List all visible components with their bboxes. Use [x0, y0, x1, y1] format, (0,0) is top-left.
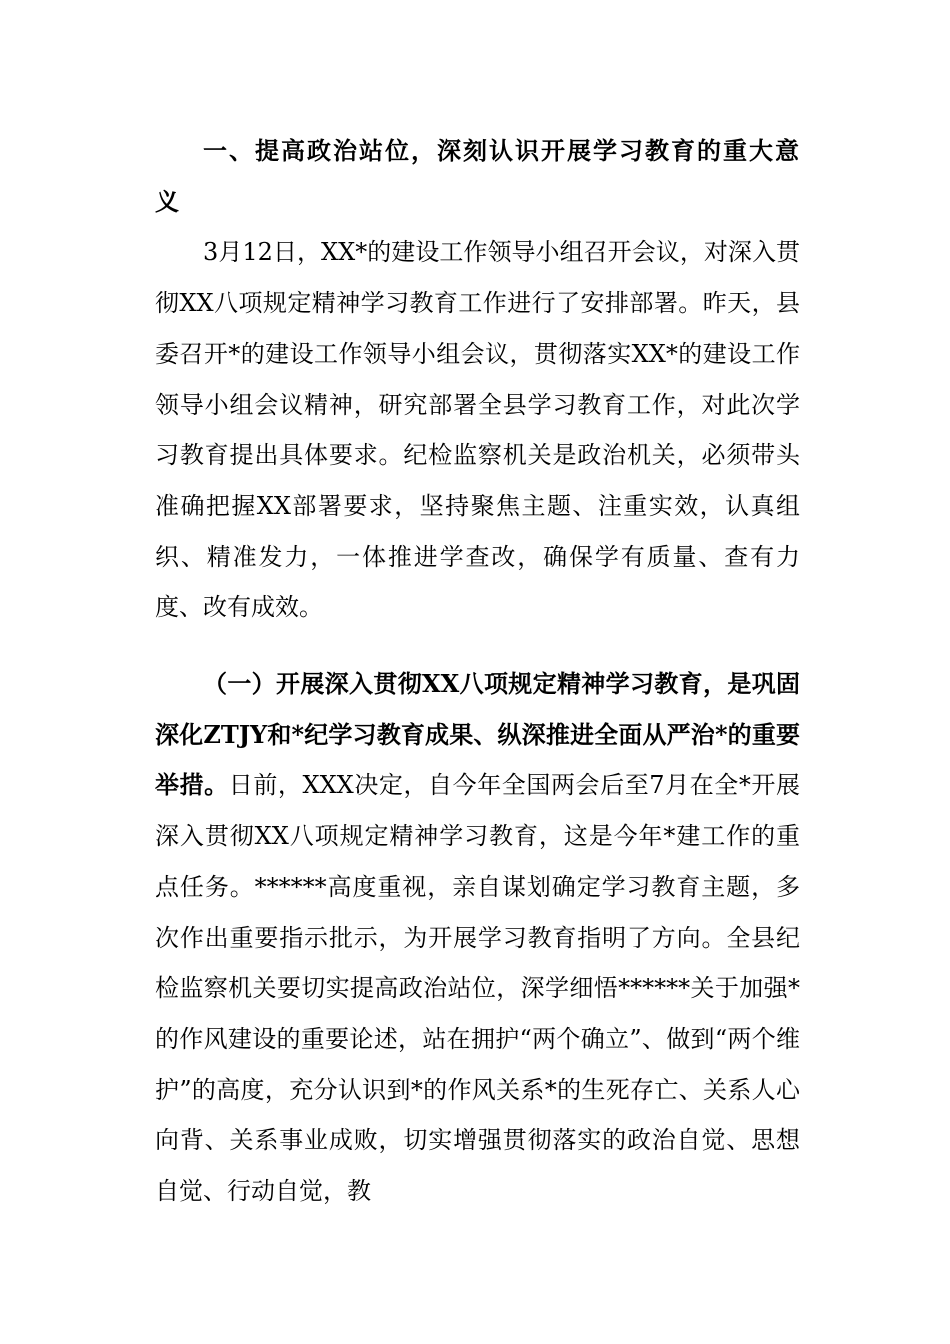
- paragraph-meeting: 3月12日，XX*的建设工作领导小组召开会议，对深入贯彻XX八项规定精神学习教育工作进行了安排部署。昨天，县委召开*的建设工作领导小组会议，贯彻落实XX*的建设工作领导小组会议精神，研究部署全县学习教育工作，对此次学习教育提出具体要求。纪检监察机关是政治机关，必须带头准确把握XX部署要求，坚持聚焦主题、注重实效，认真组织、精准发力，一体推进学查改，确保学有质量、查有力度、改有成效。: [155, 238, 800, 622]
- subsection-body: 日前，XXX决定，自今年全国两会后至7月在全*开展深入贯彻XX八项规定精神学习教育，这是今年*建工作的重点任务。******高度重视，亲自谋划确定学习教育主题，多次作出重要指示批示，为开展学习教育指明了方向。全县纪检监察机关要切实提高政治站位，深学细悟******关于加强*的作风建设的重要论述，站在拥护“两个确立”、做到“两个维护”的高度，充分认识到*的作风关系*的生死存亡、关系人心向背、关系事业成败，切实增强贯彻落实的政治自觉、思想自觉、行动自觉，教: [155, 771, 801, 1206]
- subsection-lead: （一）开展深入贯彻XX八项规定精神学习教育，是巩固深化ZTJY和*纪学习教育成果、纵深推进全面从严治*的重要举措。: [155, 669, 800, 800]
- document-body: [155, 126, 800, 1217]
- section-heading: 一、提高政治站位，深刻认识开展学习教育的重大意义: [155, 136, 800, 216]
- paragraph-subsection-one: [155, 659, 800, 1217]
